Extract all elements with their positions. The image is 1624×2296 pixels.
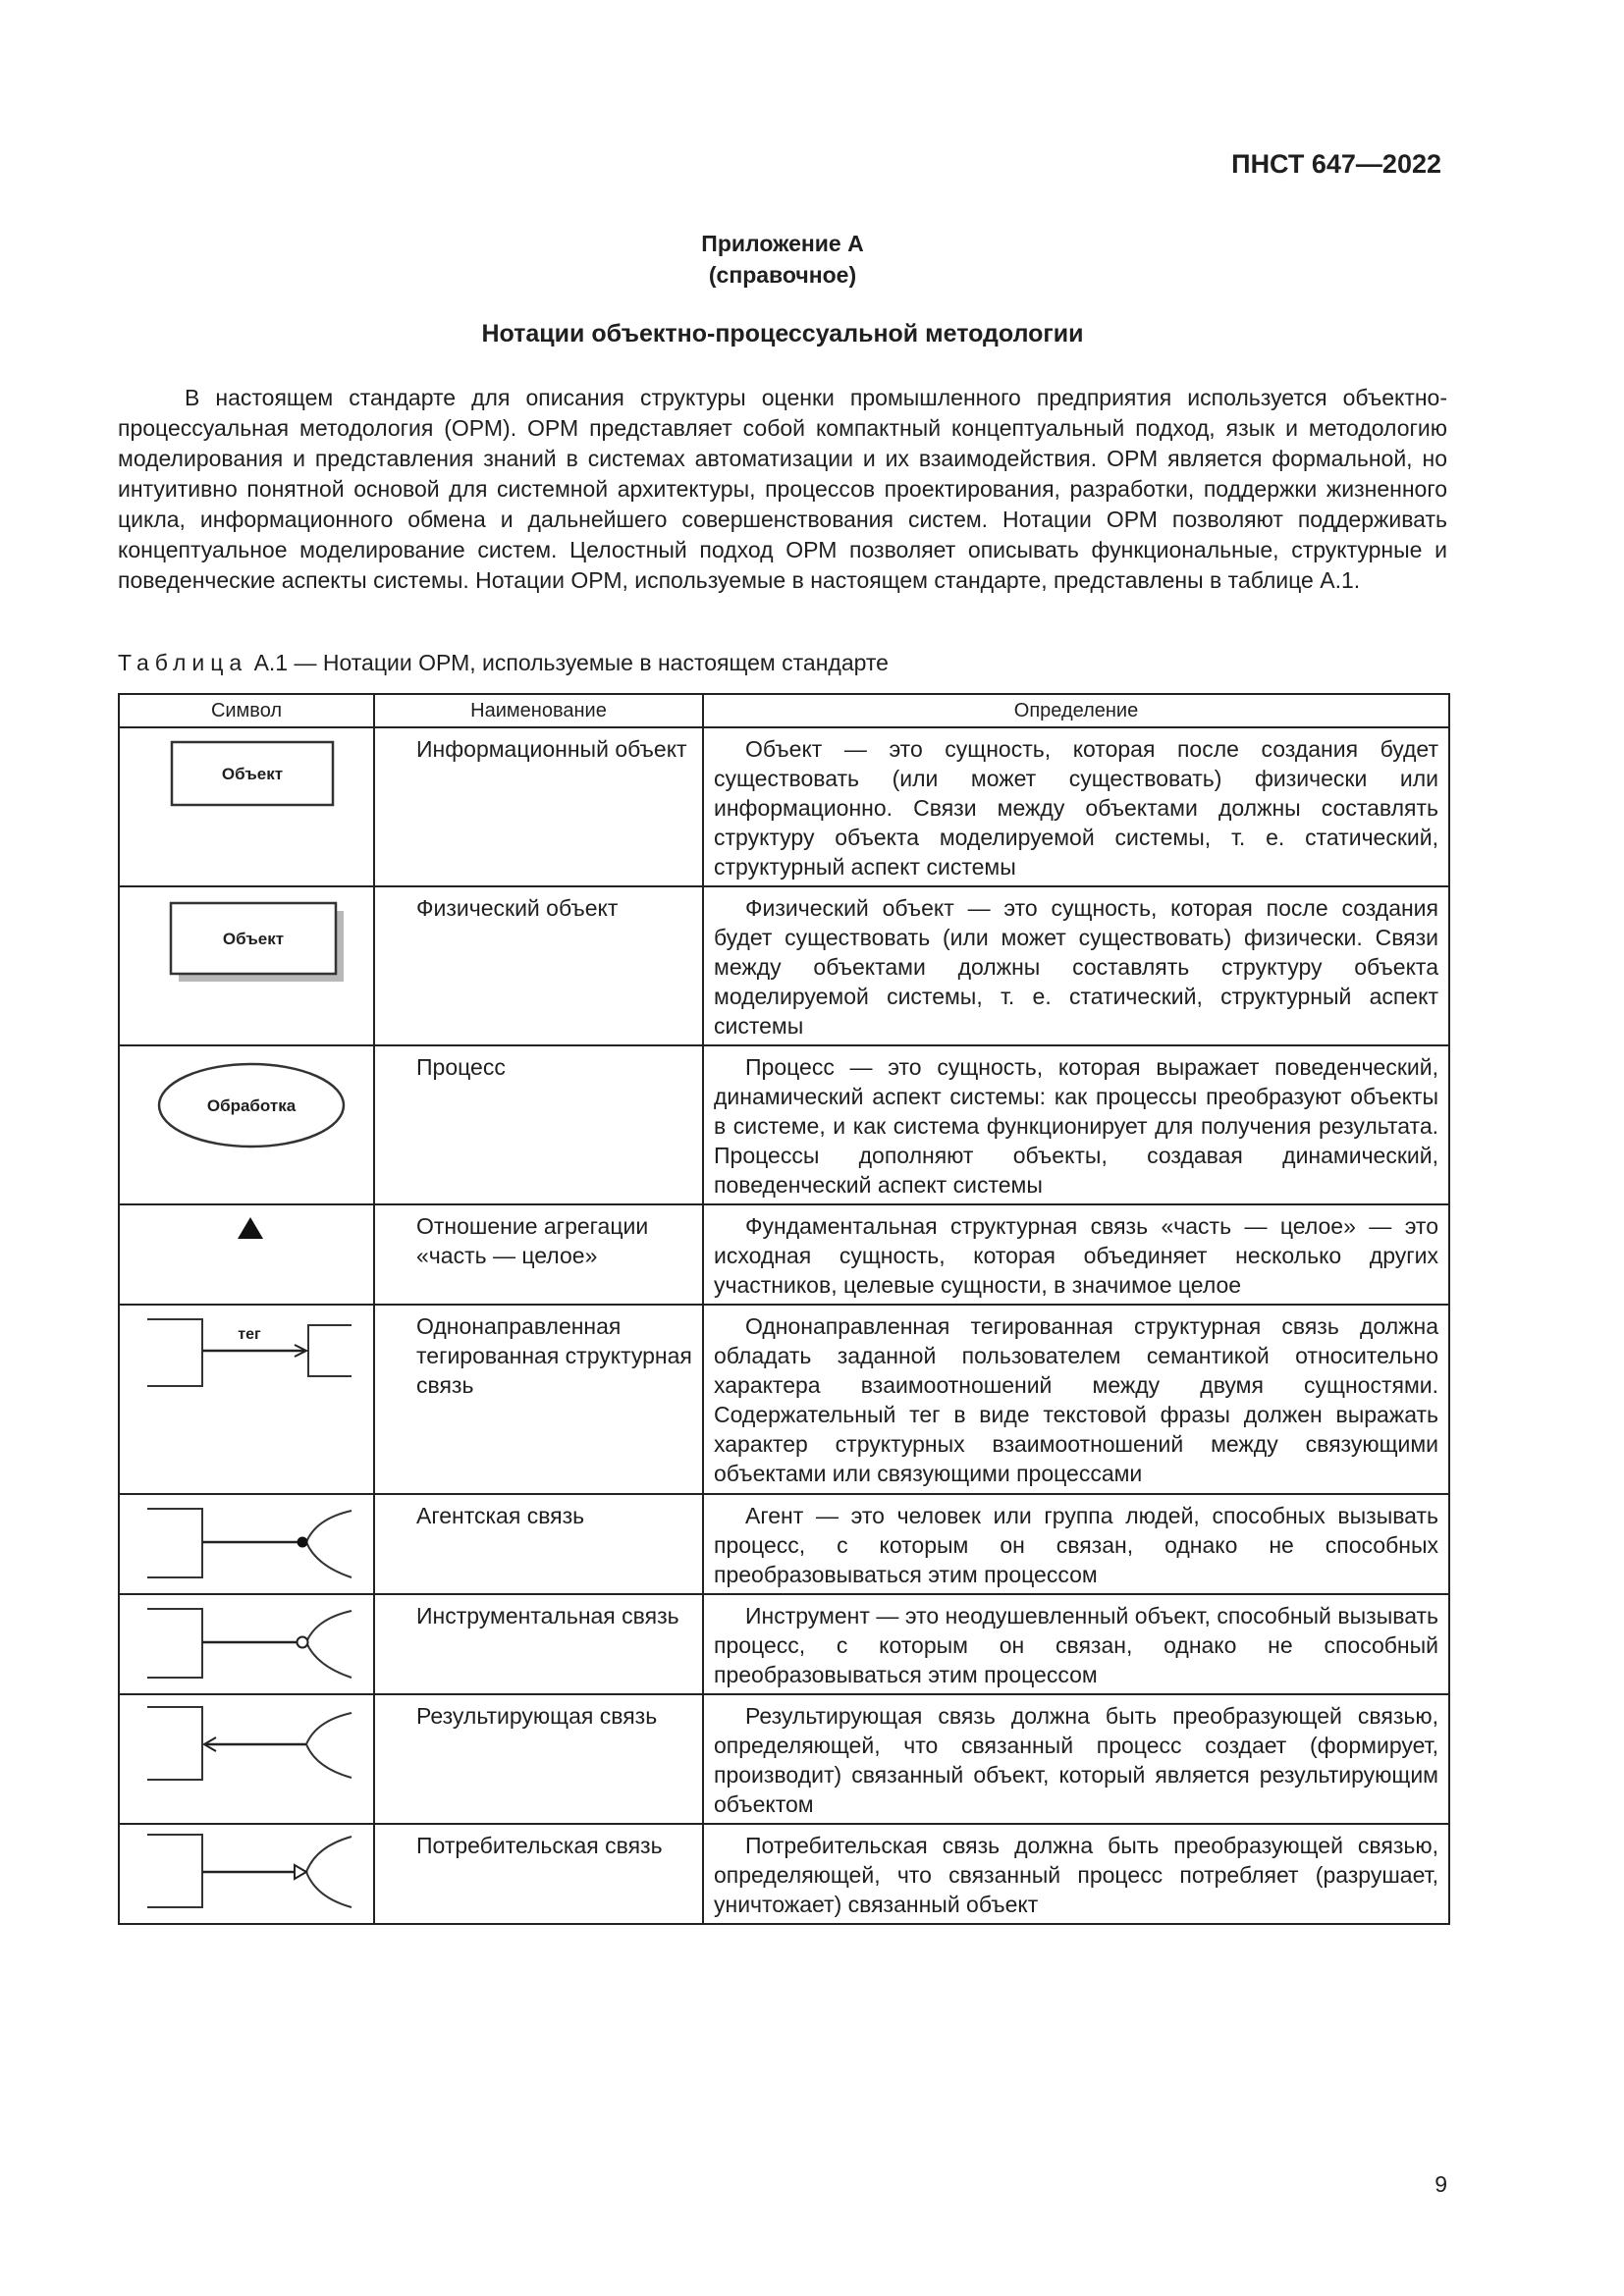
triangle-icon [238,1217,263,1239]
name-cell [374,1494,703,1594]
name-cell [374,886,703,1045]
name-cell [374,727,703,886]
notation-definition: Объект — это сущность, которая после создания будет существовать (или может существовать) физически или информационно. Связи между объектами должны составлять структуру объекта моделируемой системы, т. е. статический, структурный аспект системы [703,727,1449,886]
appendix-heading [0,228,1565,291]
header-symbol: Символ [119,694,374,727]
notation-name: Инструментальная связь [416,1603,679,1629]
notation-name: Потребительская связь [416,1833,663,1858]
object-bracket [147,1835,202,1907]
informational-object-symbol [120,728,373,883]
process-symbol [120,1046,373,1203]
source-bracket [147,1319,202,1386]
notation-definition: Потребительская связь должна быть преобразующей связью, определяющей, что связанный процесс потребляет (разрушает, уничтожает) связанный объект [703,1824,1449,1924]
notation-definition: Процесс — это сущность, которая выражает поведенческий, динамический аспект системы: как процессы преобразуют объекты в системе, и как система функционирует для получения результата. Процессы дополняют объекты, создавая динамический, поведенческий аспект системы [703,1045,1449,1204]
object-box-label: Объект [221,765,284,783]
notation-definition: Результирующая связь должна быть преобразующей связью, определяющей, что связанный процесс создает (формирует, производит) связанный объект, который является результирующим объектом [703,1694,1449,1824]
notation-name: Отношение агрегации «часть — целое» [416,1213,649,1268]
notation-name: Информационный объект [416,736,687,762]
notation-name: Агентская связь [416,1503,585,1528]
tagged-link-symbol [120,1306,373,1493]
result-link-symbol [120,1695,373,1822]
notation-definition: Фундаментальная структурная связь «часть — целое» — это исходная сущность, которая объединяет несколько других участников, целевые сущности, в значимое целое [703,1204,1449,1305]
symbol-cell [119,1694,374,1824]
table-header-row [119,694,1449,727]
symbol-cell [119,1594,374,1694]
opm-notation-table [118,693,1450,1925]
notation-definition: Агент — это человек или группа людей, способных вызывать процесс, с которым он связан, однако не способных преобразовываться этим процессом [703,1494,1449,1594]
notation-name: Результирующая связь [416,1703,658,1729]
object-bracket [147,1609,202,1678]
notation-name: Процесс [416,1054,506,1080]
agent-link-symbol [120,1495,373,1592]
table-caption-text: А.1 — Нотации ОРМ, используемые в настоящем стандарте [247,650,889,675]
notation-name: Однонаправленная тегированная структурная связь [416,1313,692,1398]
name-cell [374,1694,703,1824]
document-code: ПНСТ 647—2022 [1231,149,1441,179]
symbol-cell [119,1824,374,1924]
consumption-link-symbol [120,1825,373,1922]
notation-definition: Однонаправленная тегированная структурная связь должна обладать заданной пользователем семантикой относительно характера взаимоотношений между двумя сущностями. Содержательный тег в виде текстовой фразы должен выражать характер структурных взаимоотношений между связующими объектами или связующими процессами [703,1305,1449,1494]
name-cell [374,1045,703,1204]
table-row [119,1824,1449,1924]
process-arc [306,1837,352,1907]
process-label: Обработка [206,1096,297,1115]
filled-circle-icon [298,1537,308,1548]
name-cell [374,1824,703,1924]
table-caption-label: Таблица [118,650,248,675]
intro-paragraph: В настоящем стандарте для описания структуры оценки промышленного предприятия используется объектно-процессуальная методология (ОРМ). ОРМ представляет собой компактный концептуальный подход, язык и методологию моделирования и представления знаний в системах автоматизации и их взаимодействия. ОРМ является формальной, но интуитивно понятной основой для системной архитектуры, процессов проектирования, разработки, поддержки жизненного цикла, информационного обмена и дальнейшего совершенствования систем. Нотации ОРМ позволяют поддерживать концептуальное моделирование систем. Целостный подход ОРМ позволяет описывать функциональные, структурные и поведенческие аспекты системы. Нотации ОРМ, используемые в настоящем стандарте, представлены в таблице А.1. [118,385,1447,593]
section-title: Нотации объектно-процессуальной методологии [481,320,1084,347]
table-row [119,1594,1449,1694]
table-row [119,727,1449,886]
aggregation-symbol [120,1205,373,1302]
name-cell [374,1594,703,1694]
symbol-cell [119,1305,374,1494]
header-definition: Определение [703,694,1449,727]
name-cell [374,1204,703,1305]
table-row [119,886,1449,1045]
process-arc [306,1611,352,1678]
symbol-cell [119,1494,374,1594]
notation-definition: Инструмент — это неодушевленный объект, способный вызывать процесс, с которым он связан, однако не способный преобразовываться этим процессом [703,1594,1449,1694]
table-caption [118,650,889,676]
object-bracket [147,1707,202,1780]
hollow-circle-icon [298,1637,308,1648]
table-row [119,1045,1449,1204]
symbol-cell [119,886,374,1045]
process-arc [306,1511,352,1577]
appendix-subtitle: (справочное) [708,262,857,288]
appendix-title: Приложение А [701,231,864,256]
table-row [119,1305,1449,1494]
notation-name: Физический объект [416,895,619,921]
table-row [119,1204,1449,1305]
process-arc [306,1713,352,1778]
object-bracket [147,1509,202,1577]
target-bracket [308,1325,352,1376]
name-cell [374,1305,703,1494]
header-name: Наименование [374,694,703,727]
notation-definition: Физический объект — это сущность, которая после создания будет существовать (или может существовать) физически. Связи между объектами должны составлять структуру объекта моделируемой системы, т. е. статический, структурный аспект системы [703,886,1449,1045]
symbol-cell [119,727,374,886]
symbol-cell [119,1204,374,1305]
physical-object-symbol [120,887,373,1044]
table-row [119,1694,1449,1824]
hollow-arrow-icon [295,1865,306,1879]
object-box-label: Объект [222,930,285,948]
table-row [119,1494,1449,1594]
instrument-link-symbol [120,1595,373,1692]
symbol-cell [119,1045,374,1204]
tag-label: тег [238,1326,261,1343]
page-number: 9 [1435,2171,1447,2197]
